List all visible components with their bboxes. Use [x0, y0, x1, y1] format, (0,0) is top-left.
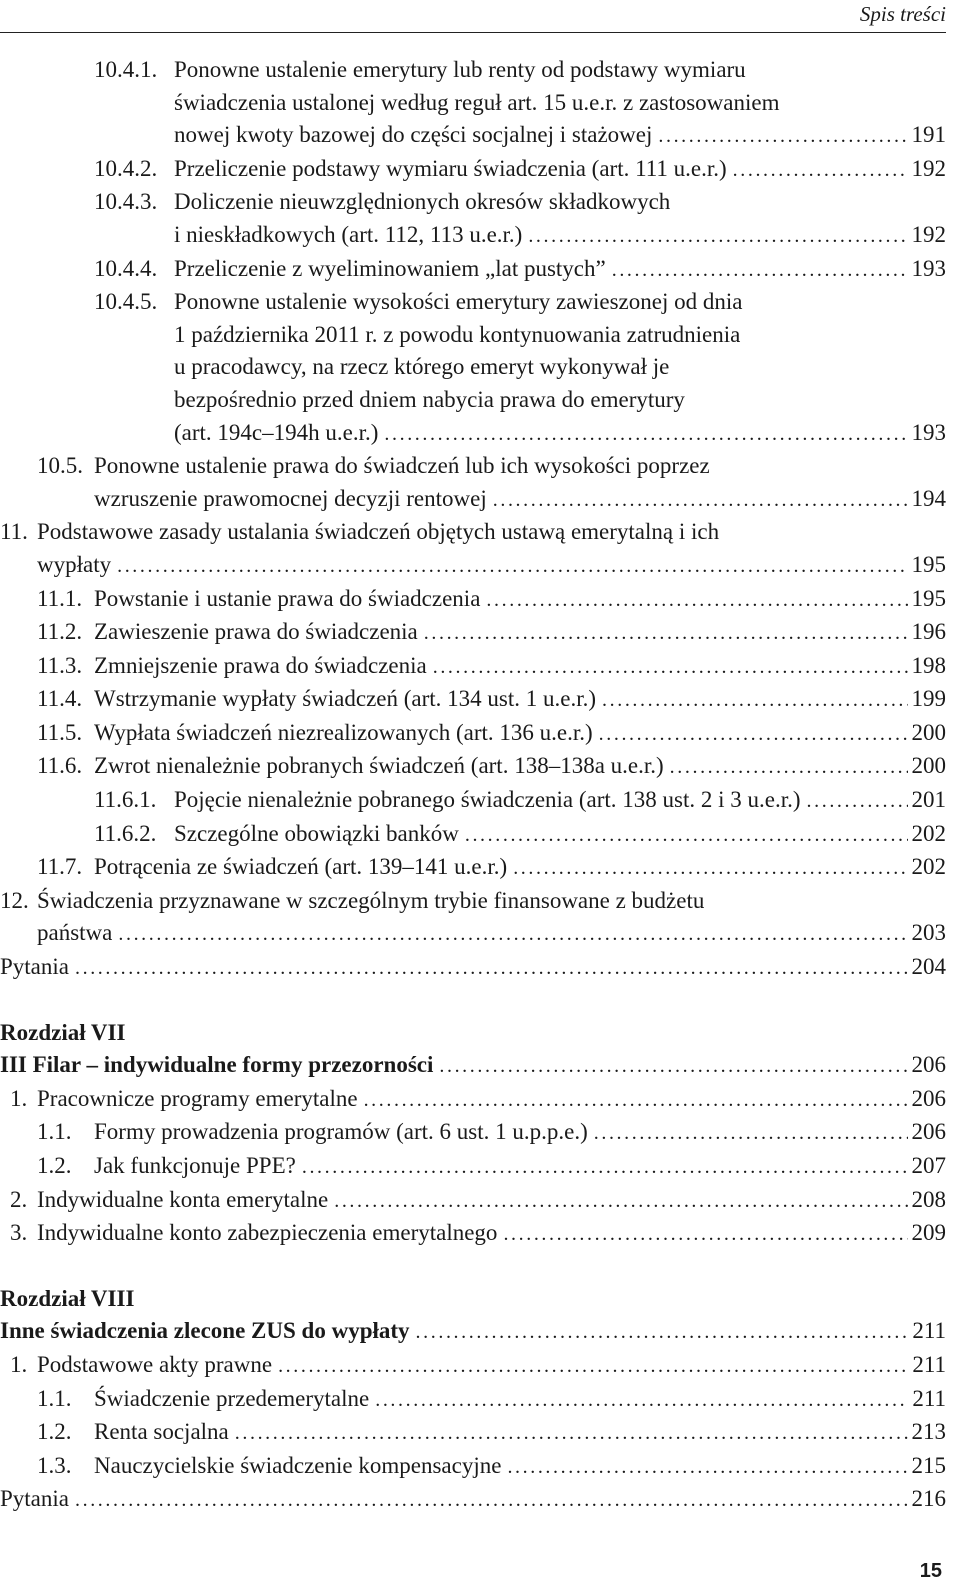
entry-title-text: wzruszenie prawomocnej decyzji rentowej — [94, 485, 487, 511]
entry-line — [37, 1349, 946, 1383]
dot-leader — [670, 751, 908, 784]
entry-line — [174, 253, 946, 287]
entry-number: 10.4.4. — [94, 255, 158, 281]
dot-leader — [528, 220, 907, 253]
dot-leader — [513, 852, 907, 885]
entry-body — [174, 818, 946, 852]
entry-title-text: Pojęcie nienależnie pobranego świadczenia (art. 138 ust. 2 i 3 u.e.r.) — [174, 787, 801, 813]
entry-number: 10.4.5. — [94, 289, 158, 315]
entry-body — [94, 1150, 946, 1184]
entry-body — [174, 54, 946, 153]
entry-body — [174, 784, 946, 818]
toc-entry[interactable] — [0, 784, 946, 818]
entry-line — [94, 717, 946, 751]
entry-body — [94, 1383, 946, 1417]
entry-number: 2. — [10, 1186, 28, 1212]
entry-number: 1. — [10, 1351, 28, 1377]
entry-title-text: u pracodawcy, na rzecz którego emeryt wykonywał je — [174, 354, 670, 380]
entry-number: 11.6.2. — [94, 820, 157, 846]
entry-number: 11.7. — [37, 854, 83, 880]
running-header: Spis treści — [859, 2, 946, 26]
entry-title-text: Podstawowe zasady ustalania świadczeń objętych ustawą emerytalną i ich — [37, 519, 720, 545]
dot-leader — [416, 1316, 909, 1349]
entry-page-number: 201 — [911, 787, 946, 813]
entry-title-text: Wstrzymanie wypłaty świadczeń (art. 134 ust. 1 u.e.r.) — [94, 686, 597, 712]
toc-entry[interactable] — [0, 286, 946, 450]
entry-line — [94, 450, 946, 483]
entry-page-number: 193 — [911, 255, 946, 281]
dot-leader — [503, 1218, 907, 1251]
entry-page-number: 203 — [911, 920, 946, 946]
entry-title-text: Ponowne ustalenie emerytury lub renty od podstawy wymiaru — [174, 57, 746, 82]
toc-entry[interactable] — [0, 1383, 946, 1417]
entry-title-text: świadczenia ustalonej według reguł art. 15 u.e.r. z zastosowaniem — [174, 89, 780, 115]
entry-page-number: 213 — [911, 1419, 946, 1445]
entry-number: 11.6. — [37, 753, 83, 779]
entry-title-text: Zawieszenie prawa do świadczenia — [94, 619, 418, 645]
entry-body — [0, 1483, 946, 1517]
entry-title-text: Nauczycielskie świadczenie kompensacyjne — [94, 1452, 502, 1478]
entry-title-text: Szczególne obowiązki banków — [174, 820, 459, 846]
entry-number: 11.2. — [37, 619, 83, 645]
entry-line — [174, 384, 946, 417]
entry-line — [37, 516, 946, 549]
entry-number: 1.2. — [37, 1419, 72, 1445]
toc-entry[interactable] — [0, 650, 946, 684]
entry-body — [94, 683, 946, 717]
entry-line — [94, 683, 946, 717]
entry-title-text: Indywidualne konto zabezpieczenia emerytalnego — [37, 1220, 498, 1246]
entry-line — [174, 153, 946, 187]
entry-number: 11.5. — [37, 719, 83, 745]
dot-leader — [602, 684, 907, 717]
entry-line — [0, 1483, 946, 1517]
dot-leader — [807, 785, 908, 818]
entry-body — [174, 186, 946, 252]
toc-entry[interactable] — [0, 616, 946, 650]
entry-number: 1.2. — [37, 1153, 72, 1178]
entry-page-number: 211 — [912, 1385, 946, 1411]
entry-line — [174, 87, 946, 120]
entry-number: 11.1. — [37, 585, 83, 611]
entry-body — [94, 616, 946, 650]
entry-line — [174, 286, 946, 319]
entry-body — [94, 1116, 946, 1150]
page-number: 15 — [919, 1560, 942, 1582]
entry-title-text: Pytania — [0, 954, 69, 980]
entry-number: 1.3. — [37, 1452, 72, 1478]
dot-leader — [364, 1084, 908, 1117]
entry-page-number: 196 — [911, 619, 946, 645]
entry-line — [174, 818, 946, 852]
dot-leader — [486, 584, 907, 617]
entry-line — [174, 784, 946, 818]
chapter-title-entry[interactable] — [0, 1315, 946, 1349]
entry-body — [174, 253, 946, 287]
chapter-label: Rozdział VII — [0, 1019, 126, 1045]
entry-line — [94, 650, 946, 684]
dot-leader — [599, 718, 908, 751]
entry-body — [94, 650, 946, 684]
toc-entry[interactable] — [0, 1450, 946, 1484]
entry-page-number: 195 — [911, 551, 946, 577]
entry-page-number: 195 — [911, 585, 946, 611]
entry-line — [37, 549, 946, 583]
dot-leader — [733, 154, 908, 187]
entry-title-text: Ponowne ustalenie wysokości emerytury zawieszonej od dnia — [174, 289, 743, 315]
entry-page-number: 198 — [911, 652, 946, 678]
entry-body — [0, 1049, 946, 1083]
entry-number: 10.4.2. — [94, 155, 158, 181]
entry-line — [0, 1049, 946, 1083]
entry-title-text: Ponowne ustalenie prawa do świadczeń lub ich wysokości poprzez — [94, 453, 710, 479]
entry-page-number: 192 — [911, 155, 946, 181]
dot-leader — [75, 952, 908, 985]
entry-body — [0, 1315, 946, 1349]
entry-title-text: Zmniejszenie prawa do świadczenia — [94, 652, 427, 678]
section-gap — [0, 1251, 946, 1283]
entry-line — [94, 616, 946, 650]
entry-body — [94, 750, 946, 784]
entry-number: 10.5. — [37, 453, 83, 479]
entry-number: 1. — [10, 1085, 28, 1111]
entry-line — [174, 54, 946, 87]
entry-body — [174, 153, 946, 187]
entry-title-text: 1 października 2011 r. z powodu kontynuowania zatrudnienia — [174, 321, 741, 347]
entry-title-text: Wypłata świadczeń niezrealizowanych (art. 136 u.e.r.) — [94, 719, 593, 745]
entry-line — [0, 951, 946, 985]
table-of-contents — [0, 54, 946, 1517]
entry-number: 11.6.1. — [94, 787, 157, 813]
toc-entry[interactable] — [0, 450, 946, 516]
entry-page-number: 204 — [911, 954, 946, 980]
entry-number: 10.4.1. — [94, 57, 158, 82]
entry-line — [37, 1184, 946, 1218]
entry-body — [94, 583, 946, 617]
toc-entry[interactable] — [0, 851, 946, 885]
toc-entry[interactable] — [0, 153, 946, 187]
header-rule — [0, 32, 946, 33]
dot-leader — [594, 1117, 908, 1150]
entry-line — [174, 186, 946, 219]
entry-title-text: (art. 194c–194h u.e.r.) — [174, 419, 379, 445]
entry-page-number: 194 — [911, 485, 946, 511]
entry-line — [174, 319, 946, 352]
entry-body — [94, 450, 946, 516]
entry-number: 11.3. — [37, 652, 83, 678]
entry-title-text: Doliczenie nieuwzględnionych okresów składkowych — [174, 189, 671, 215]
chapter-title-entry[interactable] — [0, 1049, 946, 1083]
dot-leader — [302, 1151, 908, 1184]
entry-body — [37, 1083, 946, 1117]
toc-entry[interactable] — [0, 583, 946, 617]
entry-line — [37, 1083, 946, 1117]
dot-leader — [465, 819, 908, 852]
entry-title-text: Przeliczenie podstawy wymiaru świadczenia (art. 111 u.e.r.) — [174, 155, 727, 181]
entry-line — [174, 219, 946, 253]
entry-body — [37, 516, 946, 582]
dot-leader — [493, 484, 908, 517]
entry-page-number: 206 — [911, 1085, 946, 1111]
entry-line — [174, 351, 946, 384]
entry-body — [37, 1184, 946, 1218]
entry-title-text: Powstanie i ustanie prawa do świadczenia — [94, 585, 481, 611]
dot-leader — [612, 254, 908, 287]
entry-title-text: Podstawowe akty prawne — [37, 1351, 273, 1377]
entry-title-text: Pracownicze programy emerytalne — [37, 1085, 358, 1111]
entry-line — [94, 750, 946, 784]
toc-entry[interactable] — [0, 951, 946, 985]
entry-title-text: Indywidualne konta emerytalne — [37, 1186, 329, 1212]
toc-entry[interactable] — [0, 1083, 946, 1117]
entry-line — [37, 1217, 946, 1251]
entry-title-text: Potrącenia ze świadczeń (art. 139–141 u.e.r.) — [94, 854, 508, 880]
entry-title-text: Zwrot nienależnie pobranych świadczeń (art. 138–138a u.e.r.) — [94, 753, 664, 779]
dot-leader — [658, 120, 907, 153]
dot-leader — [439, 1050, 907, 1083]
entry-title-text: Pytania — [0, 1486, 69, 1512]
entry-title-text: Renta socjalna — [94, 1419, 229, 1445]
dot-leader — [75, 1484, 908, 1517]
entry-page-number: 200 — [911, 753, 946, 779]
dot-leader — [334, 1185, 907, 1218]
chapter-label: Rozdział VIII — [0, 1285, 135, 1311]
entry-body — [94, 1450, 946, 1484]
entry-title-text: bezpośrednio przed dniem nabycia prawa do emerytury — [174, 386, 685, 412]
entry-title-text: nowej kwoty bazowej do części socjalnej i stażowej — [174, 122, 653, 148]
entry-body — [0, 951, 946, 985]
entry-line — [0, 1315, 946, 1349]
dot-leader — [117, 550, 907, 583]
entry-title-text: Inne świadczenia zlecone ZUS do wypłaty — [0, 1318, 410, 1344]
entry-page-number: 211 — [912, 1351, 946, 1377]
toc-entry[interactable] — [0, 1184, 946, 1218]
entry-title-text: Przeliczenie z wyeliminowaniem „lat pustych” — [174, 255, 606, 281]
entry-body — [37, 1217, 946, 1251]
entry-page-number: 200 — [911, 719, 946, 745]
entry-line — [94, 483, 946, 517]
entry-line — [94, 1450, 946, 1484]
toc-entry[interactable] — [0, 885, 946, 951]
dot-leader — [507, 1451, 907, 1484]
dot-leader — [118, 918, 907, 951]
toc-entry[interactable] — [0, 1217, 946, 1251]
entry-body — [94, 717, 946, 751]
entry-number: 10.4.3. — [94, 189, 158, 215]
toc-entry[interactable] — [0, 186, 946, 252]
entry-body — [94, 1416, 946, 1450]
entry-title-text: i nieskładkowych (art. 112, 113 u.e.r.) — [174, 221, 523, 247]
dot-leader — [424, 617, 908, 650]
entry-page-number: 207 — [911, 1153, 946, 1178]
entry-title-text: wypłaty — [37, 551, 112, 577]
entry-page-number: 216 — [911, 1486, 946, 1512]
entry-line — [174, 417, 946, 451]
entry-page-number: 215 — [911, 1452, 946, 1478]
entry-page-number: 209 — [911, 1220, 946, 1246]
entry-line — [94, 851, 946, 885]
entry-number: 12. — [0, 887, 29, 913]
dot-leader — [433, 651, 908, 684]
toc-entry[interactable] — [0, 750, 946, 784]
entry-line — [37, 917, 946, 951]
toc-entry[interactable] — [0, 54, 946, 153]
entry-title-text: III Filar – indywidualne formy przezorności — [0, 1052, 434, 1078]
toc-entry[interactable] — [0, 1416, 946, 1450]
entry-line — [94, 1116, 946, 1150]
entry-line — [37, 885, 946, 918]
entry-number: 1.1. — [37, 1385, 72, 1411]
entry-page-number: 191 — [911, 122, 946, 148]
entry-page-number: 199 — [911, 686, 946, 712]
entry-number: 3. — [10, 1220, 28, 1246]
entry-body — [94, 851, 946, 885]
entry-title-text: Świadczenie przedemerytalne — [94, 1385, 370, 1411]
toc-entry[interactable] — [0, 516, 946, 582]
toc-entry[interactable] — [0, 683, 946, 717]
dot-leader — [375, 1384, 908, 1417]
entry-line — [94, 583, 946, 617]
toc-entry[interactable] — [0, 1116, 946, 1150]
entry-title-text: Jak funkcjonuje PPE? — [94, 1153, 296, 1178]
entry-title-text: Świadczenia przyznawane w szczególnym trybie finansowane z budżetu — [37, 887, 705, 913]
entry-page-number: 193 — [911, 419, 946, 445]
toc-entry[interactable] — [0, 818, 946, 852]
toc-entry[interactable] — [0, 1483, 946, 1517]
entry-page-number: 206 — [911, 1119, 946, 1145]
entry-number: 11. — [0, 519, 28, 545]
entry-page-number: 202 — [911, 820, 946, 846]
entry-page-number: 208 — [911, 1186, 946, 1212]
entry-line — [174, 119, 946, 153]
entry-line — [94, 1416, 946, 1450]
entry-body — [174, 286, 946, 450]
entry-line — [94, 1150, 946, 1184]
toc-entry[interactable] — [0, 1349, 946, 1383]
toc-entry[interactable] — [0, 717, 946, 751]
entry-line — [94, 1383, 946, 1417]
entry-number: 11.4. — [37, 686, 83, 712]
entry-page-number: 206 — [911, 1052, 946, 1078]
toc-entry[interactable] — [0, 1150, 946, 1184]
dot-leader — [384, 418, 907, 451]
entry-title-text: państwa — [37, 920, 113, 946]
entry-page-number: 192 — [911, 221, 946, 247]
entry-number: 1.1. — [37, 1119, 72, 1145]
entry-page-number: 202 — [911, 854, 946, 880]
dot-leader — [235, 1417, 908, 1450]
section-gap — [0, 985, 946, 1017]
toc-entry[interactable] — [0, 253, 946, 287]
entry-page-number: 211 — [912, 1318, 946, 1344]
entry-body — [37, 1349, 946, 1383]
dot-leader — [278, 1350, 908, 1383]
entry-body — [37, 885, 946, 951]
entry-title-text: Formy prowadzenia programów (art. 6 ust. 1 u.p.p.e.) — [94, 1119, 588, 1145]
